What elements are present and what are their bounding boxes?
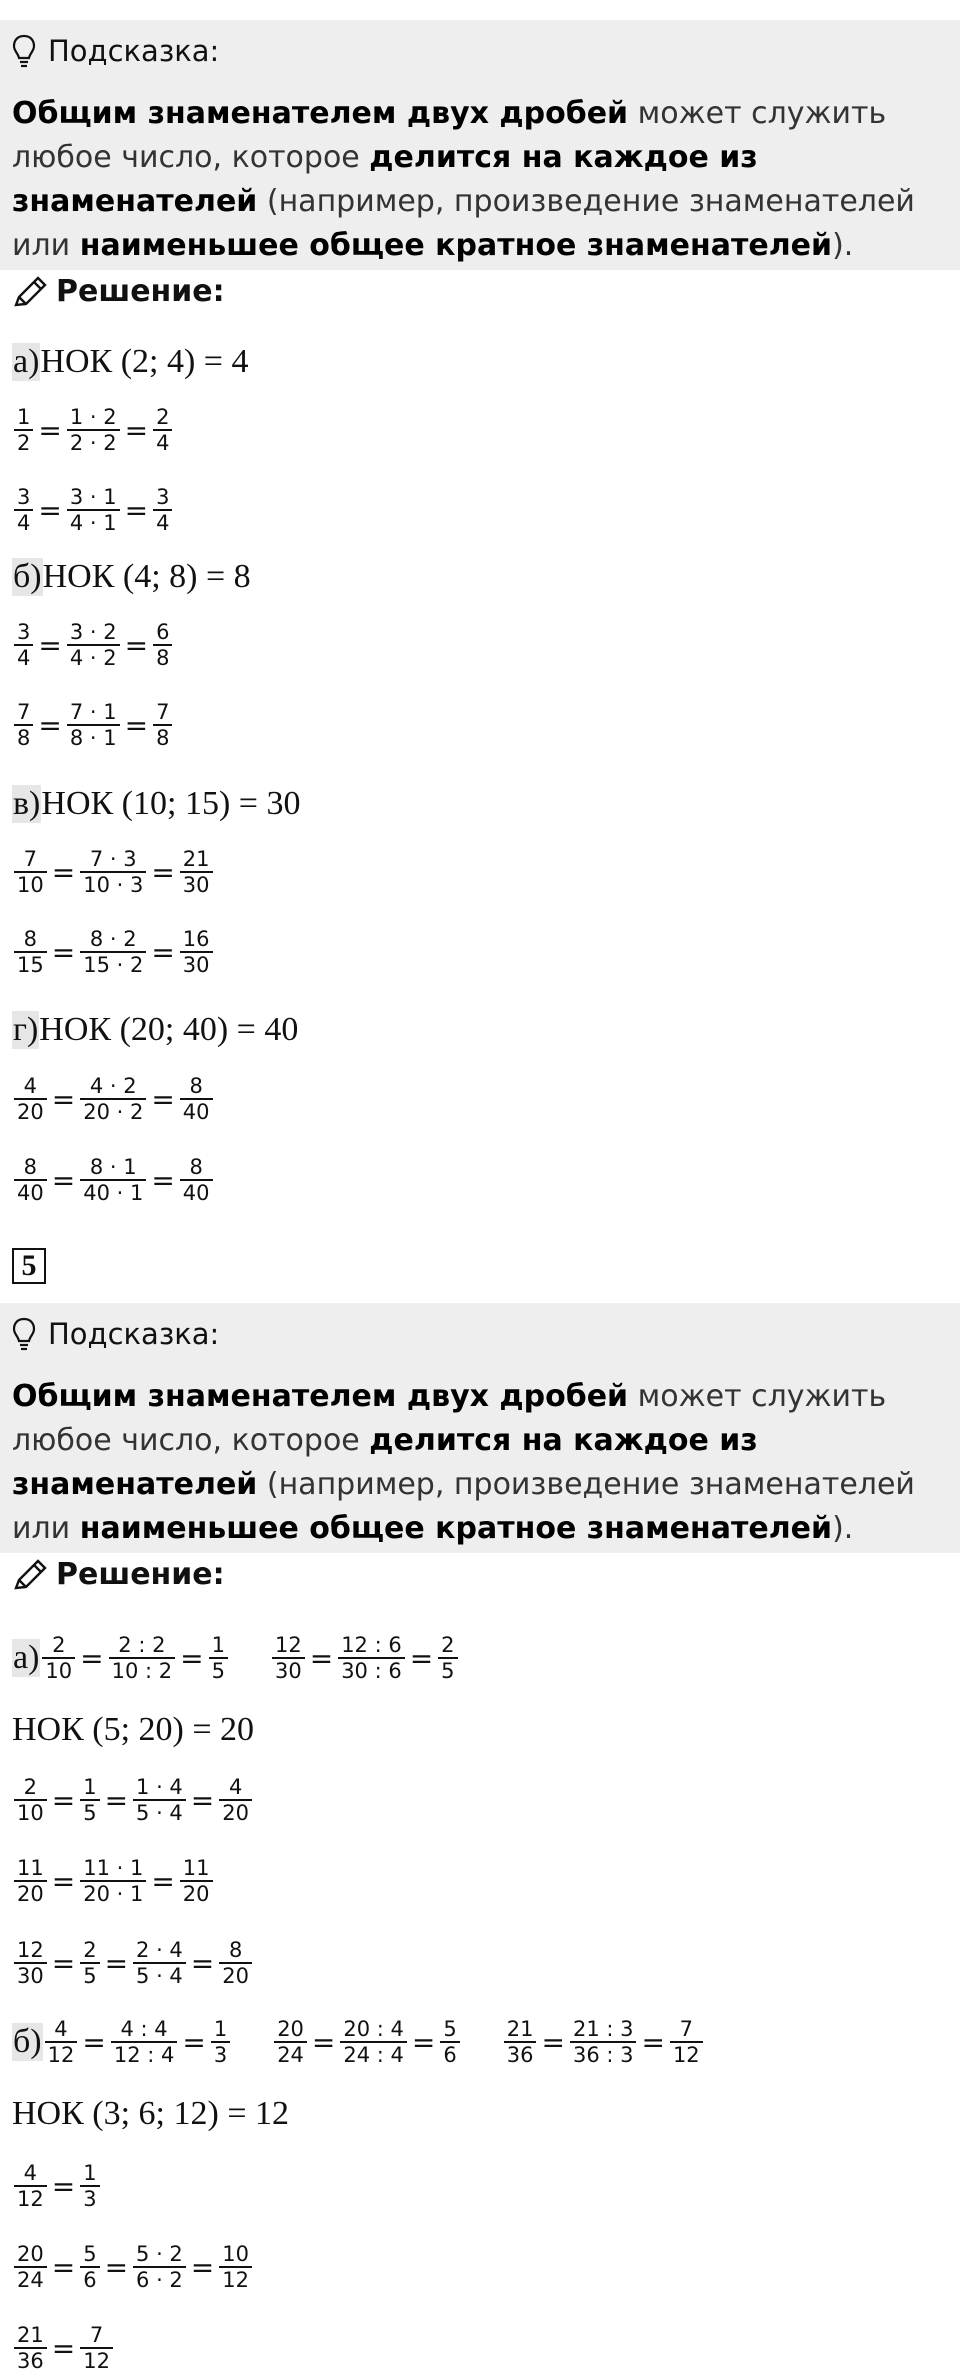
denominator: 5 · 4 bbox=[133, 1799, 186, 1825]
fraction bbox=[209, 1633, 228, 1683]
equals-sign: = bbox=[151, 1163, 175, 1197]
nok-text: НОК (4; 8) = 8 bbox=[42, 558, 251, 595]
numerator: 3 · 1 bbox=[69, 485, 117, 509]
letter-a: а) bbox=[13, 1639, 40, 1676]
denominator: 10 : 2 bbox=[109, 1657, 176, 1683]
numerator: 3 · 2 bbox=[69, 620, 117, 644]
fraction bbox=[111, 2017, 178, 2067]
equals-sign: = bbox=[641, 2025, 665, 2059]
equals-sign: = bbox=[51, 935, 76, 969]
equals-sign: = bbox=[411, 2025, 436, 2059]
numerator: 2 bbox=[156, 405, 170, 429]
numerator: 21 : 3 bbox=[572, 2017, 634, 2041]
numerator: 3 bbox=[17, 485, 31, 509]
numerator: 21 bbox=[17, 2323, 44, 2347]
equals-sign: = bbox=[51, 855, 76, 889]
lightbulb-icon bbox=[12, 34, 36, 68]
fraction bbox=[14, 1856, 47, 1906]
fraction-row bbox=[12, 619, 174, 671]
letter-b: б) bbox=[13, 2023, 42, 2060]
denominator: 8 bbox=[153, 724, 172, 750]
numerator: 1 bbox=[211, 1633, 225, 1657]
hint-text-2: (например, произведение знаменателей или bbox=[12, 184, 915, 263]
fraction bbox=[80, 847, 146, 897]
fraction bbox=[153, 485, 172, 535]
denominator: 36 : 3 bbox=[570, 2041, 637, 2067]
fraction bbox=[67, 620, 120, 670]
denominator: 36 bbox=[14, 2347, 47, 2373]
equals-sign: = bbox=[104, 1783, 129, 1817]
nok-line-d bbox=[12, 1008, 298, 1052]
denominator: 12 bbox=[670, 2041, 703, 2067]
fraction bbox=[570, 2017, 637, 2067]
hint-text-3: ). bbox=[832, 228, 854, 263]
equals-sign: = bbox=[409, 1641, 434, 1675]
numerator: 2 bbox=[441, 1633, 455, 1657]
numerator: 1 bbox=[83, 2161, 97, 2185]
fraction bbox=[14, 2161, 47, 2211]
fraction bbox=[42, 1633, 75, 1683]
fraction-row bbox=[12, 846, 215, 898]
denominator: 5 bbox=[80, 1962, 99, 1988]
equals-sign: = bbox=[311, 2025, 336, 2059]
denominator: 15 bbox=[14, 951, 47, 977]
denominator: 6 bbox=[440, 2041, 459, 2067]
equals-sign: = bbox=[182, 2025, 206, 2059]
nok-text: НОК (2; 4) = 4 bbox=[40, 343, 249, 380]
equals-sign: = bbox=[180, 1641, 204, 1675]
hint-text bbox=[12, 1375, 942, 1551]
numerator: 8 bbox=[23, 1155, 38, 1179]
fraction bbox=[80, 927, 146, 977]
numerator: 8 bbox=[23, 927, 38, 951]
equals-sign: = bbox=[151, 1864, 175, 1898]
denominator: 15 · 2 bbox=[80, 951, 146, 977]
fraction-row bbox=[12, 484, 174, 536]
solution-header bbox=[12, 1557, 225, 1592]
fraction bbox=[670, 2017, 703, 2067]
fraction bbox=[67, 485, 120, 535]
numerator: 4 bbox=[228, 1775, 243, 1799]
equals-sign: = bbox=[51, 2169, 76, 2203]
fraction bbox=[180, 927, 213, 977]
nok-line bbox=[12, 1708, 254, 1752]
equals-sign: = bbox=[309, 1641, 334, 1675]
nok-line-c bbox=[12, 782, 300, 826]
hint-bold-1: Общим знаменателем двух дробей bbox=[12, 96, 629, 131]
fraction bbox=[133, 2242, 186, 2292]
reduction-row-b bbox=[12, 2016, 705, 2068]
numerator: 2 : 2 bbox=[118, 1633, 166, 1657]
numerator: 1 bbox=[17, 405, 31, 429]
hint-header bbox=[12, 34, 219, 68]
denominator: 30 bbox=[14, 1962, 47, 1988]
fraction-row bbox=[12, 1154, 215, 1206]
fraction-row bbox=[12, 1855, 215, 1907]
denominator: 12 : 4 bbox=[111, 2041, 178, 2067]
denominator: 8 bbox=[153, 644, 172, 670]
denominator: 4 bbox=[14, 509, 33, 535]
numerator: 7 bbox=[156, 700, 170, 724]
fraction-row bbox=[12, 404, 174, 456]
equals-sign: = bbox=[541, 2025, 565, 2059]
hint-title: Подсказка: bbox=[48, 34, 220, 68]
fraction bbox=[180, 1074, 213, 1124]
equals-sign: = bbox=[190, 2250, 215, 2284]
numerator: 5 bbox=[83, 2242, 97, 2266]
denominator: 20 bbox=[219, 1962, 252, 1988]
numerator: 12 : 6 bbox=[341, 1633, 402, 1657]
denominator: 2 bbox=[14, 429, 33, 455]
solution-title: Решение: bbox=[56, 1557, 225, 1592]
fraction bbox=[14, 1775, 47, 1825]
hint-text-3: ). bbox=[832, 1511, 854, 1546]
denominator: 20 · 2 bbox=[80, 1098, 146, 1124]
hint-bold-2: делится на каждое из знаменателей bbox=[12, 1423, 758, 1502]
equals-sign: = bbox=[124, 708, 149, 742]
fraction-row bbox=[12, 926, 215, 978]
fraction-row bbox=[12, 1774, 254, 1826]
denominator: 24 bbox=[274, 2041, 307, 2067]
numerator: 3 bbox=[17, 620, 31, 644]
numerator: 7 bbox=[23, 847, 38, 871]
fraction bbox=[14, 847, 47, 897]
hint-bold-1: Общим знаменателем двух дробей bbox=[12, 1379, 629, 1414]
numerator: 8 bbox=[228, 1938, 243, 1962]
numerator: 8 bbox=[189, 1074, 203, 1098]
denominator: 10 bbox=[14, 871, 47, 897]
numerator: 4 bbox=[23, 1074, 38, 1098]
denominator: 20 · 1 bbox=[80, 1880, 146, 1906]
hint-bold-3: наименьшее общее кратное знаменателей bbox=[79, 228, 833, 263]
equals-sign: = bbox=[151, 855, 175, 889]
numerator: 11 bbox=[17, 1856, 44, 1880]
numerator: 6 bbox=[156, 620, 170, 644]
numerator: 8 · 1 bbox=[89, 1155, 137, 1179]
fraction bbox=[340, 2017, 407, 2067]
numerator: 5 bbox=[443, 2017, 457, 2041]
numerator: 7 bbox=[679, 2017, 693, 2041]
denominator: 10 · 3 bbox=[80, 871, 146, 897]
denominator: 6 · 2 bbox=[133, 2266, 186, 2292]
denominator: 5 bbox=[438, 1657, 457, 1683]
fraction-row bbox=[12, 1937, 254, 1989]
hint-box bbox=[0, 1303, 960, 1553]
numerator: 4 : 4 bbox=[120, 2017, 168, 2041]
numerator: 7 bbox=[89, 2323, 104, 2347]
numerator: 12 bbox=[274, 1633, 302, 1657]
numerator: 1 · 2 bbox=[69, 405, 117, 429]
fraction bbox=[14, 1074, 47, 1124]
fraction bbox=[14, 485, 33, 535]
numerator: 20 : 4 bbox=[343, 2017, 404, 2041]
equals-sign: = bbox=[38, 708, 62, 742]
equals-sign: = bbox=[51, 1783, 76, 1817]
fraction bbox=[338, 1633, 405, 1683]
denominator: 10 bbox=[14, 1799, 47, 1825]
numerator: 21 bbox=[182, 847, 210, 871]
fraction bbox=[80, 1155, 146, 1205]
denominator: 30 bbox=[272, 1657, 305, 1683]
equals-sign: = bbox=[51, 1946, 76, 1980]
fraction bbox=[219, 1938, 252, 1988]
denominator: 5 · 4 bbox=[133, 1962, 186, 1988]
fraction bbox=[14, 1938, 47, 1988]
equals-sign: = bbox=[51, 1163, 76, 1197]
fraction bbox=[14, 700, 33, 750]
fraction bbox=[14, 1155, 47, 1205]
numerator: 7 · 3 bbox=[89, 847, 137, 871]
denominator: 30 bbox=[180, 951, 213, 977]
reduction-row-a bbox=[12, 1632, 460, 1684]
numerator: 3 bbox=[156, 485, 170, 509]
equals-sign: = bbox=[82, 2025, 106, 2059]
fraction bbox=[180, 847, 213, 897]
equals-sign: = bbox=[51, 1864, 76, 1898]
equals-sign: = bbox=[151, 1082, 175, 1116]
fraction bbox=[80, 1938, 99, 1988]
lightbulb-icon bbox=[12, 1317, 36, 1351]
equals-sign: = bbox=[104, 2250, 129, 2284]
nok-line-a bbox=[12, 340, 248, 384]
denominator: 36 bbox=[504, 2041, 537, 2067]
hint-bold-2: делится на каждое из знаменателей bbox=[12, 140, 758, 219]
numerator: 2 bbox=[23, 1775, 38, 1799]
nok-text: НОК (20; 40) = 40 bbox=[39, 1011, 299, 1048]
fraction bbox=[14, 2242, 47, 2292]
fraction bbox=[440, 2017, 459, 2067]
denominator: 4 · 2 bbox=[67, 644, 120, 670]
denominator: 3 bbox=[80, 2185, 99, 2211]
denominator: 5 bbox=[80, 1799, 99, 1825]
numerator: 2 bbox=[83, 1938, 97, 1962]
denominator: 40 · 1 bbox=[80, 1179, 146, 1205]
task-number: 5 bbox=[12, 1248, 46, 1284]
fraction bbox=[14, 927, 47, 977]
fraction-row bbox=[12, 2241, 254, 2293]
denominator: 8 · 1 bbox=[67, 724, 120, 750]
equals-sign: = bbox=[51, 1082, 76, 1116]
nok-line-b bbox=[12, 555, 251, 599]
equals-sign: = bbox=[38, 493, 62, 527]
denominator: 10 bbox=[42, 1657, 75, 1683]
numerator: 4 · 2 bbox=[89, 1074, 137, 1098]
equals-sign: = bbox=[124, 413, 149, 447]
fraction-row bbox=[12, 1073, 215, 1125]
equals-sign: = bbox=[124, 493, 149, 527]
numerator: 7 bbox=[17, 700, 31, 724]
denominator: 4 bbox=[153, 429, 172, 455]
fraction bbox=[153, 620, 172, 670]
denominator: 2 · 2 bbox=[67, 429, 120, 455]
numerator: 1 · 4 bbox=[136, 1775, 183, 1799]
letter-a: а) bbox=[13, 343, 40, 380]
numerator: 21 bbox=[506, 2017, 534, 2041]
fraction bbox=[272, 1633, 305, 1683]
denominator: 20 bbox=[14, 1098, 47, 1124]
fraction bbox=[219, 1775, 252, 1825]
hint-title: Подсказка: bbox=[48, 1317, 220, 1351]
numerator: 1 bbox=[83, 1775, 97, 1799]
numerator: 10 bbox=[222, 2242, 249, 2266]
fraction bbox=[504, 2017, 537, 2067]
fraction bbox=[14, 2323, 47, 2373]
hint-text-2: (например, произведение знаменателей или bbox=[12, 1467, 915, 1546]
denominator: 12 bbox=[80, 2347, 113, 2373]
nok-text: НОК (10; 15) = 30 bbox=[41, 785, 301, 822]
equals-sign: = bbox=[124, 628, 149, 662]
numerator: 20 bbox=[277, 2017, 304, 2041]
denominator: 20 bbox=[180, 1880, 213, 1906]
fraction-row bbox=[12, 699, 174, 751]
fraction bbox=[80, 1074, 146, 1124]
equals-sign: = bbox=[51, 2250, 76, 2284]
numerator: 8 bbox=[189, 1155, 203, 1179]
equals-sign: = bbox=[151, 935, 175, 969]
denominator: 8 bbox=[14, 724, 33, 750]
equals-sign: = bbox=[38, 413, 62, 447]
fraction bbox=[80, 2323, 113, 2373]
numerator: 11 bbox=[182, 1856, 210, 1880]
fraction-row bbox=[12, 2160, 102, 2212]
numerator: 5 · 2 bbox=[136, 2242, 183, 2266]
fraction-row bbox=[12, 2322, 115, 2374]
denominator: 40 bbox=[14, 1179, 47, 1205]
denominator: 4 bbox=[153, 509, 172, 535]
fraction bbox=[219, 2242, 252, 2292]
numerator: 2 bbox=[52, 1633, 66, 1657]
nok-line bbox=[12, 2092, 289, 2136]
denominator: 3 bbox=[211, 2041, 230, 2067]
pencil-icon bbox=[12, 1558, 48, 1592]
hint-text-1: может служить любое число, которое bbox=[12, 1379, 887, 1458]
fraction bbox=[109, 1633, 176, 1683]
numerator: 16 bbox=[182, 927, 210, 951]
hint-header bbox=[12, 1317, 219, 1351]
fraction bbox=[180, 1856, 213, 1906]
hint-text bbox=[12, 92, 942, 268]
denominator: 20 bbox=[219, 1799, 252, 1825]
fraction bbox=[80, 2161, 99, 2211]
numerator: 4 bbox=[23, 2161, 38, 2185]
hint-text-1: может служить любое число, которое bbox=[12, 96, 887, 175]
letter-c: в) bbox=[13, 785, 41, 822]
hint-bold-3: наименьшее общее кратное знаменателей bbox=[79, 1511, 833, 1546]
fraction bbox=[80, 2242, 99, 2292]
nok-text: НОК (3; 6; 12) = 12 bbox=[12, 2095, 289, 2132]
denominator: 12 bbox=[45, 2041, 78, 2067]
equals-sign: = bbox=[190, 1783, 215, 1817]
fraction bbox=[153, 405, 172, 455]
denominator: 6 bbox=[80, 2266, 99, 2292]
equals-sign: = bbox=[104, 1946, 129, 1980]
fraction bbox=[80, 1775, 99, 1825]
nok-text: НОК (5; 20) = 20 bbox=[12, 1711, 255, 1748]
fraction bbox=[67, 405, 120, 455]
fraction bbox=[67, 700, 120, 750]
fraction bbox=[45, 2017, 78, 2067]
numerator: 12 bbox=[17, 1938, 44, 1962]
numerator: 7 · 1 bbox=[69, 700, 117, 724]
hint-box bbox=[0, 20, 960, 270]
denominator: 5 bbox=[209, 1657, 228, 1683]
denominator: 4 · 1 bbox=[67, 509, 120, 535]
denominator: 24 bbox=[14, 2266, 47, 2292]
fraction bbox=[180, 1155, 213, 1205]
denominator: 30 : 6 bbox=[338, 1657, 405, 1683]
denominator: 12 bbox=[14, 2185, 47, 2211]
numerator: 4 bbox=[54, 2017, 68, 2041]
equals-sign: = bbox=[80, 1641, 104, 1675]
fraction bbox=[14, 405, 33, 455]
solution-header bbox=[12, 274, 225, 309]
fraction bbox=[80, 1856, 146, 1906]
letter-b: б) bbox=[13, 558, 42, 595]
numerator: 2 · 4 bbox=[136, 1938, 183, 1962]
denominator: 4 bbox=[14, 644, 33, 670]
fraction bbox=[133, 1775, 186, 1825]
numerator: 8 · 2 bbox=[89, 927, 137, 951]
denominator: 30 bbox=[180, 871, 213, 897]
solution-title: Решение: bbox=[56, 274, 225, 309]
equals-sign: = bbox=[51, 2331, 76, 2365]
fraction bbox=[274, 2017, 307, 2067]
denominator: 12 bbox=[219, 2266, 252, 2292]
numerator: 11 · 1 bbox=[83, 1856, 144, 1880]
numerator: 1 bbox=[213, 2017, 228, 2041]
equals-sign: = bbox=[190, 1946, 215, 1980]
denominator: 24 : 4 bbox=[340, 2041, 407, 2067]
numerator: 20 bbox=[17, 2242, 44, 2266]
denominator: 40 bbox=[180, 1098, 213, 1124]
denominator: 40 bbox=[180, 1179, 213, 1205]
fraction bbox=[133, 1938, 186, 1988]
fraction bbox=[14, 620, 33, 670]
fraction bbox=[153, 700, 172, 750]
letter-d: г) bbox=[13, 1011, 39, 1048]
equals-sign: = bbox=[38, 628, 62, 662]
denominator: 20 bbox=[14, 1880, 47, 1906]
pencil-icon bbox=[12, 275, 48, 309]
fraction bbox=[438, 1633, 457, 1683]
fraction bbox=[211, 2017, 230, 2067]
